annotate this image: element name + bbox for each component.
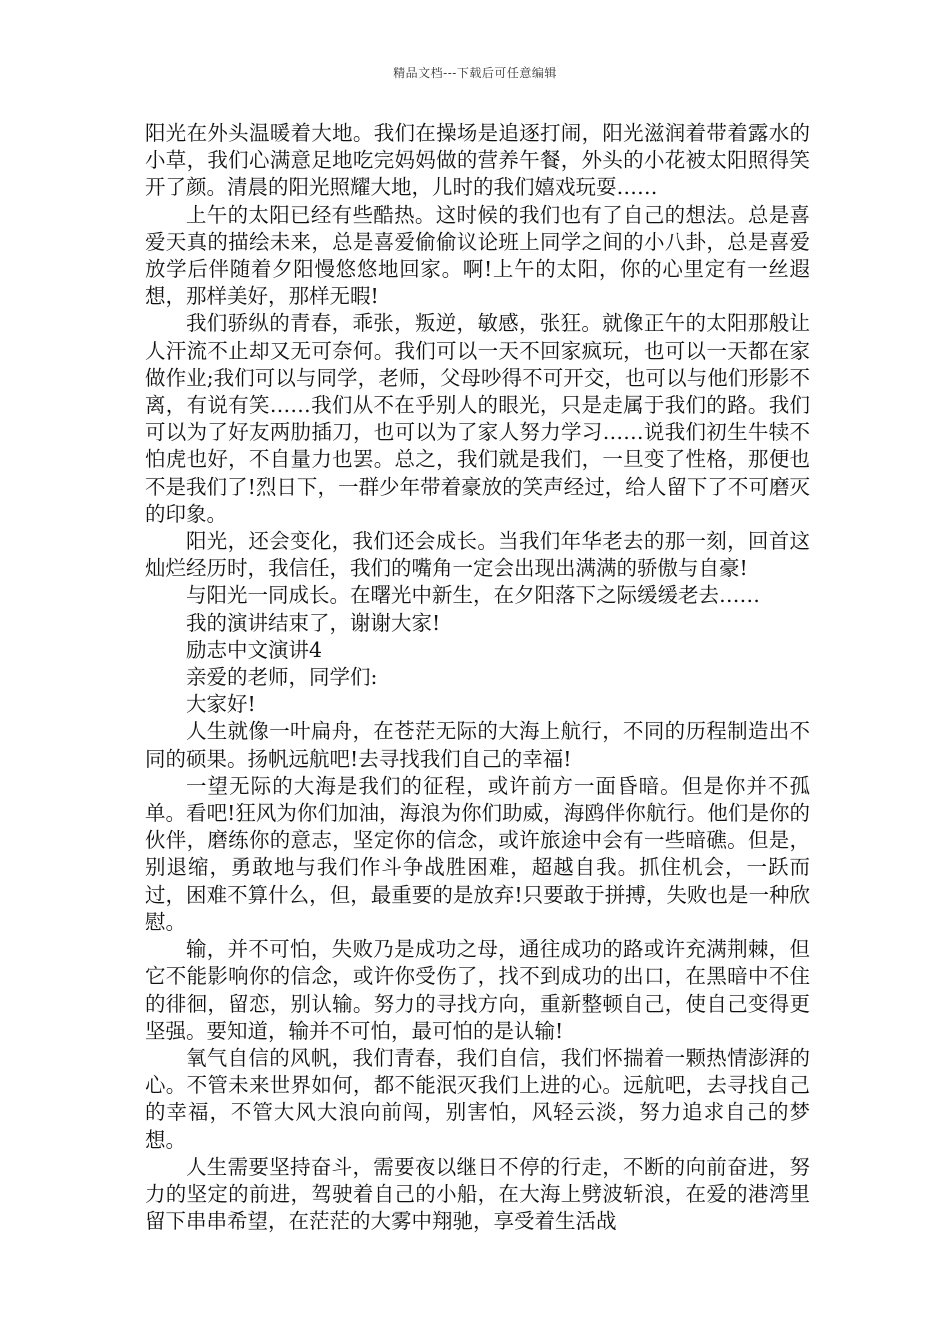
page-header: 精品文档---下载后可任意编辑 <box>393 66 557 80</box>
document-body <box>145 120 810 1235</box>
paragraph: 人生需要坚持奋斗，需要夜以继日不停的行走，不断的向前奋进，努力的坚定的前进，驾驶着自己的小船，在大海上劈波斩浪，在爱的港湾里留下串串希望，在茫茫的大雾中翔驰，享受着生活战 <box>145 1154 810 1234</box>
paragraph: 阳光在外头温暖着大地。我们在操场是追逐打闹，阳光滋润着带着露水的小草，我们心满意足地吃完妈妈做的营养午餐，外头的小花被太阳照得笑开了颜。清晨的阳光照耀大地，儿时的我们嬉戏玩耍…… <box>145 121 810 200</box>
paragraph: 人生就像一叶扁舟，在苍茫无际的大海上航行，不同的历程制造出不同的硕果。扬帆远航吧!去寻找我们自己的幸福! <box>145 719 810 771</box>
paragraph: 与阳光一同成长。在曙光中新生，在夕阳落下之际缓缓老去…… <box>186 583 760 608</box>
paragraph: 阳光，还会变化，我们还会成长。当我们年华老去的那一刻，回首这灿烂经历时，我信任，我们的嘴角一定会出现出满满的骄傲与自豪! <box>145 529 810 581</box>
paragraph: 我们骄纵的青春，乖张，叛逆，敏感，张狂。就像正午的太阳那般让人汗流不止却又无可奈何。我们可以一天不回家疯玩，也可以一天都在家做作业;我们可以与同学，老师，父母吵得不可开交，也可以与他们形影不离，有说有笑……我们从不在乎别人的眼光，只是走属于我们的路。我们可以为了好友两肋插刀，也可以为了家人努力学习……说我们初生牛犊不怕虎也好，不自量力也罢。总之，我们就是我们，一旦变了性格，那便也不是我们了!烈日下，一群少年带着豪放的笑声经过，给人留下了不可磨灭的印象。 <box>145 311 810 526</box>
paragraph: 上午的太阳已经有些酷热。这时候的我们也有了自己的想法。总是喜爱天真的描绘未来，总是喜爱偷偷议论班上同学之间的小八卦，总是喜爱放学后伴随着夕阳慢悠悠地回家。啊!上午的太阳，你的心里定有一丝遐想，那样美好，那样无暇! <box>145 202 810 309</box>
greeting: 大家好! <box>186 692 256 717</box>
paragraph: 氧气自信的风帆，我们青春，我们自信，我们怀揣着一颗热情澎湃的心。不管未来世界如何，都不能泯灭我们上进的心。远航吧，去寻找自己的幸福，不管大风大浪向前闯，别害怕，风轻云淡，努力追求自己的梦想。 <box>145 1045 810 1152</box>
closing-line: 我的演讲结束了，谢谢大家! <box>186 610 441 635</box>
paragraph: 一望无际的大海是我们的征程，或许前方一面昏暗。但是你并不孤单。看吧!狂风为你们加油，海浪为你们助威，海鸥伴你航行。他们是你的伙伴，磨练你的意志，坚定你的信念，或许旅途中会有一些暗礁。但是，别退缩，勇敢地与我们作斗争战胜困难，超越自我。抓住机会，一跃而过，困难不算什么，但，最重要的是放弃!只要敢于拼搏，失败也是一种欣慰。 <box>145 773 810 934</box>
section-title: 励志中文演讲4 <box>186 637 323 662</box>
salutation: 亲爱的老师，同学们: <box>186 665 378 690</box>
paragraph: 输，并不可怕，失败乃是成功之母，通往成功的路或许充满荆棘，但它不能影响你的信念，或许你受伤了，找不到成功的出口，在黑暗中不住的徘徊，留恋，别认输。努力的寻找方向，重新整顿自己，使自己变得更坚强。要知道，输并不可怕，最可怕的是认输! <box>145 937 810 1043</box>
